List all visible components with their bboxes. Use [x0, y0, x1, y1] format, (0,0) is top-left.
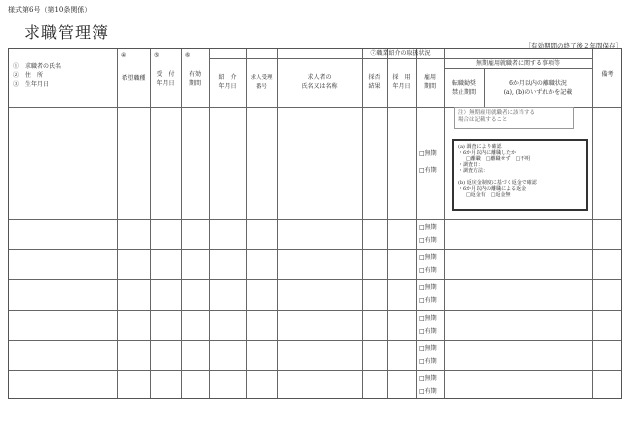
col-received-label2: 年月日 [156, 80, 175, 87]
col-emp-period2: 期間 [423, 83, 436, 90]
col-seeker-address: ② 住 所 [13, 72, 44, 79]
refund-title: (b) 返戻金制度に基づく返金で確認 [458, 180, 537, 186]
col-valid-label2: 期間 [188, 80, 201, 87]
col-result2: 結果 [368, 83, 381, 90]
form-number: 様式第6号（第10条関係） [8, 6, 92, 14]
col-received-label1: 受 付 [156, 71, 175, 78]
page-title: 求職管理簿 [24, 23, 110, 42]
job-seeker-table [8, 48, 622, 399]
checkbox-fixed[interactable]: □有期 [419, 237, 437, 244]
col-offer-no1: 求人受理 [250, 75, 273, 81]
note-line1: 注）無期雇用就職者に該当する [458, 110, 536, 116]
col-ban-period1: 転職勧奨 [451, 80, 476, 87]
checkbox-indefinite[interactable]: □無期 [419, 150, 437, 157]
col-offer-no2: 番号 [255, 84, 267, 90]
checkbox-indefinite[interactable]: □無期 [419, 315, 437, 322]
survey-options[interactable]: □離職 □離職せず □不明 [466, 156, 531, 162]
checkbox-indefinite[interactable]: □無期 [419, 284, 437, 291]
checkbox-fixed[interactable]: □有期 [419, 297, 437, 304]
checkbox-fixed[interactable]: □有期 [419, 328, 437, 335]
leave-status-detail-box [452, 139, 588, 211]
col-valid-label1: 有効 [188, 71, 201, 78]
col-emp-period1: 雇用 [423, 74, 436, 81]
checkbox-fixed[interactable]: □有期 [419, 267, 437, 274]
col-result1: 採否 [368, 74, 381, 81]
survey-date: ・調査日： [458, 162, 484, 168]
retention-note: ［有効期間の終了後２年間保存］ [524, 42, 622, 50]
checkbox-fixed[interactable]: □有期 [419, 388, 437, 395]
col-seeker-birthdate: ③ 生年月日 [13, 81, 50, 88]
refund-question: ・6か月以内の離職による返金 [458, 186, 527, 192]
indefinite-note [454, 107, 574, 129]
col4-number: ④ [121, 52, 127, 59]
survey-question: ・6か月以内に離職したか [458, 150, 517, 156]
col-ban-period2: 禁止期間 [451, 89, 476, 96]
col-employer1: 求人者の [307, 74, 332, 81]
checkbox-indefinite[interactable]: □無期 [419, 254, 437, 261]
col7-title: ⑦職業紹介の取扱状況 [370, 50, 431, 57]
col-leave-status1: 6か月以内の離職状況 [509, 80, 567, 87]
note-line2: 場合は記載すること [458, 117, 508, 123]
checkbox-indefinite[interactable]: □無期 [419, 375, 437, 382]
col-intro-date2: 年月日 [218, 83, 237, 90]
col-leave-status2: (a), (b)のいずれかを記載 [503, 89, 573, 96]
col-intro-date1: 紹 介 [218, 74, 237, 81]
checkbox-fixed[interactable]: □有期 [419, 358, 437, 365]
checkbox-fixed[interactable]: □有期 [419, 167, 437, 174]
checkbox-indefinite[interactable]: □無期 [419, 345, 437, 352]
survey-method: ・調査方法： [458, 168, 489, 174]
survey-title: (a) 調査により確認 [458, 144, 502, 150]
col-remarks: 備考 [601, 71, 614, 78]
refund-options[interactable]: □返金有 □返金無 [466, 192, 511, 198]
col-indefinite-title: 無期雇用就職者に関する事項等 [475, 60, 560, 67]
col-hire-date2: 年月日 [392, 83, 411, 90]
col-employer2: 氏名又は名称 [301, 83, 338, 90]
col6-number: ⑥ [185, 52, 191, 59]
checkbox-indefinite[interactable]: □無期 [419, 224, 437, 231]
col-desired-job: 希望職種 [121, 75, 146, 82]
col5-number: ⑤ [154, 52, 160, 59]
col-hire-date1: 採 用 [392, 74, 411, 81]
col-seeker-name: ① 求職者の氏名 [13, 63, 62, 70]
